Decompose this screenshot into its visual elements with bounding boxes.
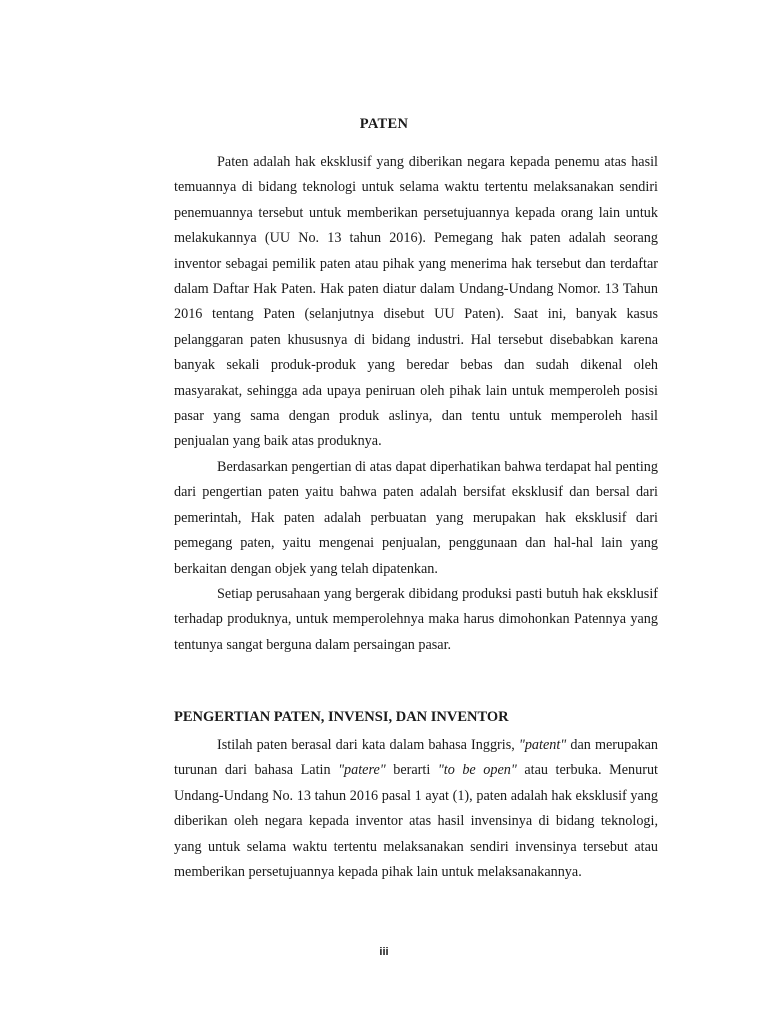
paragraph — [174, 733, 658, 885]
text-run: berarti — [385, 762, 438, 779]
text-run: dan merupakan turunan dari bahasa Latin — [174, 737, 658, 779]
section-paten-body — [174, 150, 658, 658]
term-to-be-open: "to be open" — [437, 762, 517, 779]
page-title: PATEN — [359, 116, 409, 132]
text-run: Istilah paten berasal dari kata dalam bahasa Inggris, — [217, 737, 519, 753]
term-patere: "patere" — [338, 762, 386, 779]
section-pengertian-body — [174, 733, 658, 885]
paragraph: Setiap perusahaan yang bergerak dibidang produksi pasti butuh hak eksklusif terhadap produknya, untuk memperolehnya maka harus dimohonkan Patennya yang tentunya sangat berguna dalam persaingan pasar. — [174, 585, 658, 653]
page-number: iii — [379, 946, 389, 958]
text-run: atau terbuka. Menurut Undang-Undang No. 13 tahun 2016 pasal 1 ayat (1), paten adalah hak eksklusif yang diberikan oleh negara kepada inventor atas hasil invensinya di bidang teknologi, yang untuk selama waktu tertentu melaksanakan sendiri invensinya tersebut atau memberikan persetujuannya kepada pihak lain untuk melaksanakannya. — [174, 762, 658, 881]
section-heading: PENGERTIAN PATEN, INVENSI, DAN INVENTOR — [174, 709, 509, 725]
paragraph: Paten adalah hak eksklusif yang diberikan negara kepada penemu atas hasil temuannya di bidang teknologi untuk selama waktu tertentu melaksanakan sendiri penemuannya tersebut untuk memberikan persetujuannya kepada orang lain untuk melakukannya (UU No. 13 tahun 2016). Pemegang hak paten adalah seorang inventor sebagai pemilik paten atau pihak yang menerima hak tersebut dan terdaftar dalam Daftar Hak Paten. Hak paten diatur dalam Undang-Undang Nomor. 13 Tahun 2016 tentang Paten (selanjutnya disebut UU Paten). Saat ini, banyak kasus pelanggaran paten khususnya di bidang industri. Hal tersebut disebabkan karena banyak sekali produk-produk yang beredar bebas dan sudah dikenal oleh masyarakat, sehingga ada upaya peniruan oleh pihak lain untuk memperoleh posisi pasar yang sama dengan produk aslinya, dan tentu untuk memperoleh hasil penjualan yang baik atas produknya. — [174, 154, 658, 450]
paragraph: Berdasarkan pengertian di atas dapat diperhatikan bahwa terdapat hal penting dari pengertian paten yaitu bahwa paten adalah bersifat eksklusif dan bersal dari pemerintah, Hak paten adalah perbuatan yang merupakan hak eksklusif dari pemegang paten, yaitu mengenai penjualan, penggunaan dan hal-hal lain yang berkaitan dengan objek yang telah dipatenkan. — [174, 458, 658, 577]
term-patent: "patent" — [518, 737, 567, 753]
